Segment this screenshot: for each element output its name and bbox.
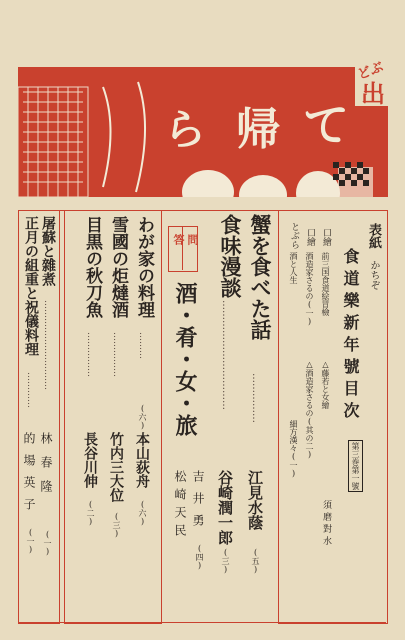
article-title-new-year: 正月の組重と祝儀料理 bbox=[23, 216, 39, 356]
toc-right-col2-label: 口繪 bbox=[305, 228, 315, 246]
dot-leader: …………… bbox=[85, 332, 95, 377]
toc-right-col1-text: 前三国食道絵冒檢 bbox=[321, 252, 330, 316]
article-author-hayashi: 林春隆 bbox=[39, 432, 53, 504]
cover-artist-name: 須磨對水 bbox=[321, 500, 331, 548]
qa-label-question: 問 bbox=[186, 234, 199, 245]
dot-leader: ……… bbox=[137, 332, 147, 359]
toc-right-col3-text: 酒と人生 bbox=[289, 252, 298, 284]
banner-glyph-3: て bbox=[303, 98, 349, 152]
article-title-crab: 蟹を食べた話 bbox=[248, 214, 273, 340]
toc-right-col1-author: △藤若と女繪 bbox=[321, 360, 330, 409]
qa-label-answer: 答 bbox=[172, 234, 185, 245]
banner-illustration bbox=[18, 67, 388, 197]
banner-corner bbox=[355, 60, 389, 106]
qa-page: (四) bbox=[195, 544, 204, 570]
article-title-kotatsu: 雪國の炬燵酒 bbox=[108, 216, 128, 318]
dot-leader: ………………………… bbox=[42, 300, 52, 390]
article-title-toso: 屠蘇と雜煮 bbox=[40, 216, 56, 286]
article-title-home-cooking: わが家の料理 bbox=[134, 216, 154, 318]
article-page-tanizaki: (三) bbox=[221, 548, 230, 574]
article-title-taste: 食味漫談 bbox=[218, 214, 243, 298]
qa-author-yoshii: 吉井勇 bbox=[191, 470, 205, 536]
article-page-takeuchi: (三) bbox=[112, 512, 121, 538]
article-page-hayashi: (一) bbox=[43, 530, 52, 556]
dot-leader: …………… bbox=[250, 373, 261, 423]
qa-author-matsuzaki: 松崎天民 bbox=[173, 470, 187, 542]
contents-bottom-rule bbox=[18, 622, 386, 623]
article-author-hasegawa: 長谷川伸 bbox=[82, 432, 98, 488]
dot-leader: …………… bbox=[111, 332, 121, 377]
article-author-matoba: 的場英子 bbox=[22, 432, 36, 520]
issue-title: 食道樂新年號目次 bbox=[341, 248, 360, 424]
toc-right-col2-author: △酒造家さるの(其の二) bbox=[305, 360, 314, 459]
qa-label-divider bbox=[182, 226, 183, 270]
article-page-emi: (五) bbox=[251, 548, 260, 574]
toc-right-col1-label: 口繪 bbox=[321, 228, 331, 246]
article-author-motoyama: 本山荻舟 bbox=[134, 432, 150, 488]
article-title-sanma: 目黒の秋刀魚 bbox=[82, 216, 102, 318]
banner-corner-label: どぶ bbox=[355, 59, 386, 83]
cover-label: 表紙 bbox=[366, 223, 381, 249]
dot-leader: ………… bbox=[25, 372, 35, 408]
banner-corner-seal: 出 bbox=[361, 79, 385, 108]
issue-number: 第三巻第一號 bbox=[348, 440, 363, 492]
article-page-matoba: (一) bbox=[26, 528, 35, 554]
toc-right-col3-label: とぶら bbox=[289, 222, 299, 249]
cover-artist: かちぞ bbox=[368, 260, 379, 290]
article-page-hasegawa: (二) bbox=[86, 500, 95, 526]
article-author-tanizaki: 谷崎潤一郎 bbox=[216, 470, 234, 545]
contents-top-rule bbox=[18, 210, 386, 211]
article-author-takeuchi: 竹内三大位 bbox=[108, 432, 124, 502]
toc-right-col2-text: 酒造家さるの(一) bbox=[305, 252, 314, 326]
article-author-emi: 江見水蔭 bbox=[246, 470, 264, 530]
article-page-motoyama: (六) bbox=[138, 500, 147, 526]
qa-title: 酒・肴・女・旅 bbox=[172, 282, 198, 436]
banner-glyph-2: 帰 bbox=[236, 104, 280, 155]
dot-leader: …………………………… bbox=[220, 300, 231, 410]
article-page-home-cooking: (六) bbox=[138, 404, 147, 430]
toc-right-col3-author: 細方漢々(一) bbox=[289, 420, 298, 478]
banner-glyph-1: ら bbox=[164, 105, 207, 154]
qa-label-box bbox=[168, 226, 198, 272]
